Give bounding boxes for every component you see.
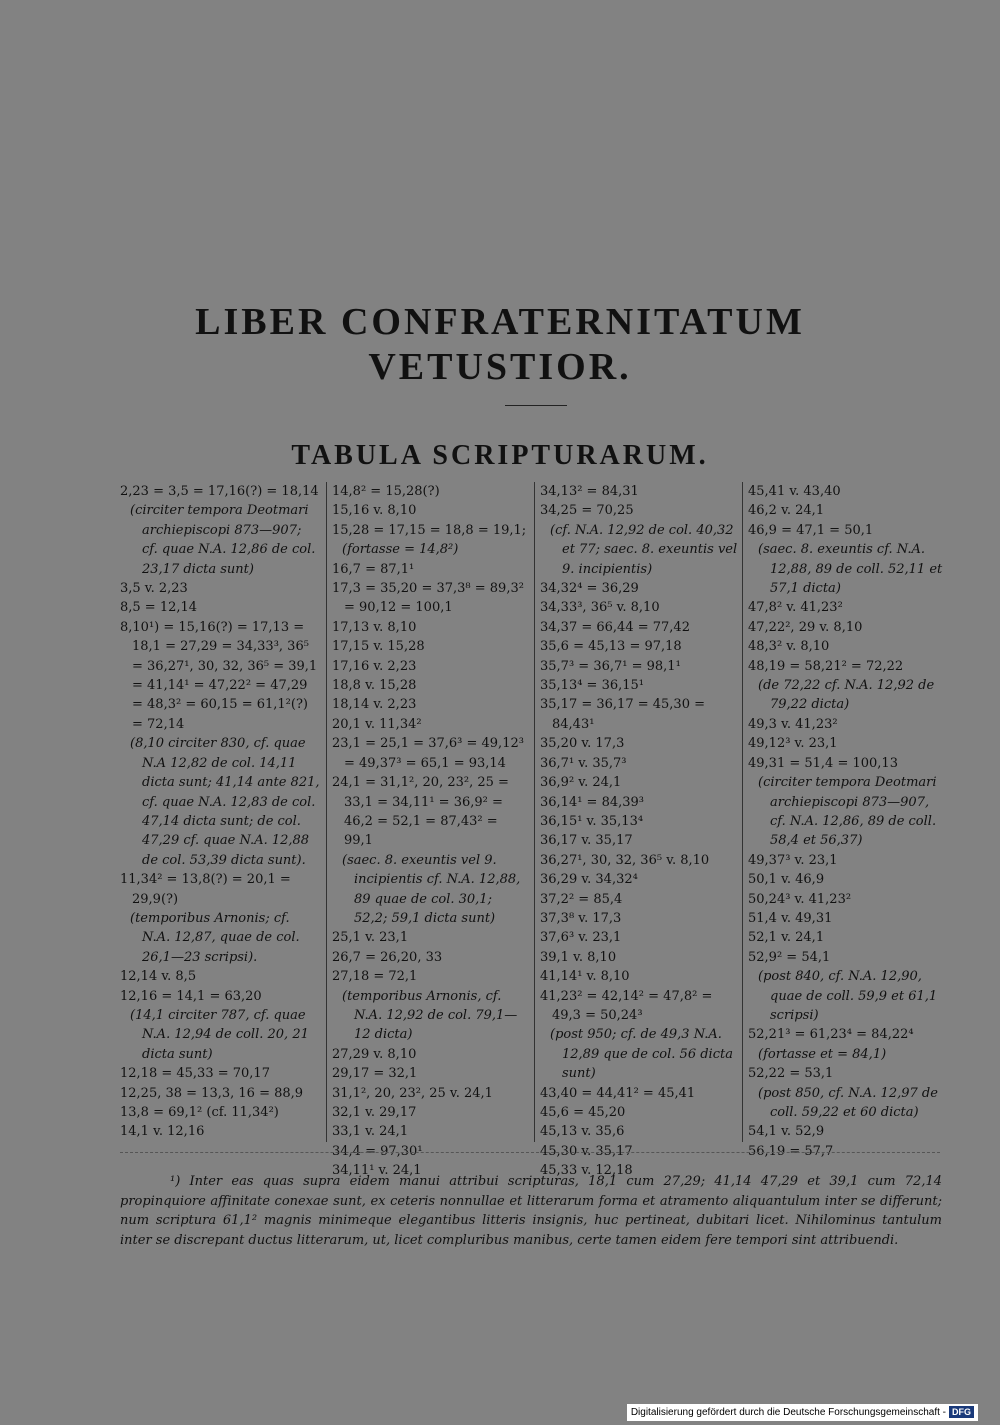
index-entry: 34,4 = 97,30¹ [332,1143,423,1159]
index-entry: 27,18 = 72,1 [332,969,418,985]
index-entry: 36,29 v. 34,32⁴ [540,872,638,888]
title-line-2: VETUSTIOR. [368,346,632,388]
index-note: (8,10 circiter 830, cf. quae N.A 12,82 de col. 14,11 dicta sunt; 41,14 ante 821, cf. quae N.A. 12,83 de col. 47,14 dicta sunt; de col. 47,29 cf. quae N.A. 12,88 de col. 53,39 dicta sunt). [130,736,320,868]
index-entry: 20,1 v. 11,34² [332,716,422,732]
index-entry: 3,5 v. 2,23 [120,581,188,597]
index-entry: 50,24³ v. 41,23² [748,891,852,907]
credit-text: Digitalisierung gefördert durch die Deutsche Forschungsgemeinschaft - [630,1407,946,1418]
index-entry: 25,1 v. 23,1 [332,930,409,946]
column-divider [326,482,327,1142]
index-entry: 14,1 v. 12,16 [120,1124,205,1140]
index-entry: 41,23² = 42,14² = 47,8² = 49,3 = 50,24³ [540,988,713,1023]
index-entry: 34,33³, 36⁵ v. 8,10 [540,600,660,616]
index-entry: 35,20 v. 17,3 [540,736,625,752]
index-entry: 17,15 v. 15,28 [332,639,425,655]
footnote-divider [120,1152,940,1153]
index-entry: 14,8² = 15,28(?) [332,484,440,499]
index-note: (fortasse = 14,8²) [342,542,459,558]
index-entry: 26,7 = 26,20, 33 [332,949,443,965]
index-entry: 48,3² v. 8,10 [748,639,830,655]
index-entry: 36,7¹ v. 35,7³ [540,755,627,771]
index-entry: 35,6 = 45,13 = 97,18 [540,639,682,655]
index-entry: 49,3 v. 41,23² [748,716,838,732]
index-entry: 31,1², 20, 23², 25 v. 24,1 [332,1085,493,1101]
index-column-1 [120,482,320,1142]
index-entry: 43,40 = 44,41² = 45,41 [540,1085,696,1101]
index-note: (saec. 8. exeuntis cf. N.A. 12,88, 89 de coll. 52,11 et 57,1 dicta) [758,542,943,597]
index-entry: 45,6 = 45,20 [540,1105,626,1120]
index-entry: 49,12³ v. 23,1 [748,736,838,752]
index-note: (circiter tempora Deotmari archiepiscopi 873—907, cf. N.A. 12,86, 89 de coll. 58,4 et 56,37) [758,775,937,849]
index-entry: 15,16 v. 8,10 [332,503,417,519]
index-entry: 17,3 = 35,20 = 37,3⁸ = 89,3² = 90,12 = 100,1 [332,581,524,616]
index-entry: 35,17 = 36,17 = 45,30 = 84,43¹ [540,697,705,732]
index-entry: 12,16 = 14,1 = 63,20 [120,988,262,1004]
index-entry: 13,8 = 69,1² (cf. 11,34²) [120,1105,279,1120]
index-entry: 37,2² = 85,4 [540,891,623,907]
index-note: (saec. 8. exeuntis vel 9. incipientis cf. N.A. 12,88, 89 quae de col. 30,1; 52,2; 59,1 dicta sunt) [342,852,521,926]
index-note: (post 950; cf. de 49,3 N.A. 12,89 que de col. 56 dicta sunt) [550,1027,733,1082]
index-entry: 12,14 v. 8,5 [120,969,197,985]
index-entry: 34,37 = 66,44 = 77,42 [540,619,690,635]
index-entry: 36,17 v. 35,17 [540,833,633,849]
index-entry: 29,17 = 32,1 [332,1066,418,1082]
index-entry: 18,8 v. 15,28 [332,678,417,694]
section-subtitle: TABULA SCRIPTURARUM. [291,440,709,471]
title-divider [505,405,567,406]
index-entry: 11,34² = 13,8(?) = 20,1 = 29,9(?) [120,872,291,907]
index-entry: 17,16 v. 2,23 [332,658,417,674]
index-entry: 23,1 = 25,1 = 37,6³ = 49,12³ = 49,37³ = 65,1 = 93,14 [332,736,524,771]
index-entry: 35,7³ = 36,7¹ = 98,1¹ [540,658,681,674]
index-entry: 34,25 = 70,25 [540,503,634,519]
index-entry: 34,11¹ v. 24,1 [332,1163,422,1179]
index-column-3 [540,482,738,1181]
index-entry: 47,22², 29 v. 8,10 [748,619,863,635]
index-entry: 36,14¹ = 84,39³ [540,794,645,810]
index-entry: 45,41 v. 43,40 [748,484,841,499]
index-entry: 47,8² v. 41,23² [748,600,843,616]
index-note: (fortasse et = 84,1) [758,1046,887,1062]
dfg-logo: DFG [949,1406,974,1418]
index-entry: 50,1 v. 46,9 [748,872,825,888]
index-column-4 [748,482,946,1161]
index-entry: 52,22 = 53,1 [748,1066,834,1082]
index-note: (de 72,22 cf. N.A. 12,92 de 79,22 dicta) [758,678,935,713]
index-entry: 45,30 v. 35,17 [540,1143,633,1159]
index-entry: 34,32⁴ = 36,29 [540,581,639,597]
index-entry: 18,14 v. 2,23 [332,697,417,713]
index-entry: 46,2 v. 24,1 [748,503,825,519]
index-entry: 36,27¹, 30, 32, 36⁵ v. 8,10 [540,852,710,868]
index-entry: 17,13 v. 8,10 [332,619,417,635]
title-line-1: LIBER CONFRATERNITATUM [195,301,805,343]
index-entry: 52,21³ = 61,23⁴ = 84,22⁴ [748,1027,914,1043]
index-entry: 32,1 v. 29,17 [332,1105,417,1120]
index-note: (cf. N.A. 12,92 de col. 40,32 et 77; saec. 8. exeuntis vel 9. incipientis) [550,522,738,577]
index-entry: 36,9² v. 24,1 [540,775,622,791]
index-entry: 46,9 = 47,1 = 50,1 [748,522,874,538]
column-divider [742,482,743,1142]
index-entry: 24,1 = 31,1², 20, 23², 25 = 33,1 = 34,11¹ = 36,9² = 46,2 = 52,1 = 87,43² = 99,1 [332,775,509,849]
index-entry: 8,5 = 12,14 [120,600,198,616]
index-entry: 45,33 v. 12,18 [540,1163,633,1179]
index-entry: 33,1 v. 24,1 [332,1124,409,1140]
index-entry: 37,6³ v. 23,1 [540,930,622,946]
index-entry: 49,31 = 51,4 = 100,13 [748,755,898,771]
index-entry: 49,37³ v. 23,1 [748,852,838,868]
index-entry: 54,1 v. 52,9 [748,1124,825,1140]
index-entry: 8,10¹) = 15,16(?) = 17,13 = 18,1 = 27,29 = 34,33³, 36⁵ = 36,27¹, 30, 32, 36⁵ = 39,1 = 41,14¹ = 47,22² = 47,29 = 48,3² = 60,15 = 61,1²(?) = 72,14 [120,619,318,732]
index-entry: 34,13² = 84,31 [540,484,639,499]
index-entry: 56,19 = 57,7 [748,1143,834,1159]
index-entry: 36,15¹ v. 35,13⁴ [540,813,644,829]
column-divider [534,482,535,1142]
index-entry: 52,1 v. 24,1 [748,930,825,946]
index-entry: 39,1 v. 8,10 [540,949,617,965]
index-entry: 2,23 = 3,5 = 17,16(?) = 18,14 [120,484,319,499]
index-entry: 12,18 = 45,33 = 70,17 [120,1066,270,1082]
index-entry: 12,25, 38 = 13,3, 16 = 88,9 [120,1085,304,1101]
index-entry: 15,28 = 17,15 = 18,8 = 19,1; [332,522,527,538]
index-note: (circiter tempora Deotmari archiepiscopi 873—907; cf. quae N.A. 12,86 de col. 23,17 dicta sunt) [130,503,316,577]
index-entry: 16,7 = 87,1¹ [332,561,415,577]
index-note: (14,1 circiter 787, cf. quae N.A. 12,94 de coll. 20, 21 dicta sunt) [130,1007,309,1062]
index-entry: 35,13⁴ = 36,15¹ [540,678,645,694]
index-note: (post 840, cf. N.A. 12,90, quae de coll. 59,9 et 61,1 scripsi) [758,969,938,1023]
digitization-credit [627,1404,978,1421]
index-note: (temporibus Arnonis, cf. N.A. 12,92 de col. 79,1—12 dicta) [342,988,518,1043]
index-entry: 51,4 v. 49,31 [748,910,833,926]
index-note: (post 850, cf. N.A. 12,97 de coll. 59,22 et 60 dicta) [758,1085,938,1120]
index-entry: 48,19 = 58,21² = 72,22 [748,658,904,674]
index-entry: 41,14¹ v. 8,10 [540,969,630,985]
index-entry: 27,29 v. 8,10 [332,1046,417,1062]
index-entry: 45,13 v. 35,6 [540,1124,625,1140]
index-column-2 [332,482,527,1181]
footnote: ¹) Inter eas quas supra eidem manui attribui scripturas, 18,1 cum 27,29; 41,14 47,29 et 39,1 cum 72,14 propinquiore affinitate conexae sunt, ex ceteris nonnullae et litterarum forma et atramento aliquantulum inter se differunt; num scriptura 61,1² magnis minimeque elegantibus litteris insignis, huc pertineat, dubitari licet. Nihilominus tantulum inter se discrepant ductus litterarum, ut, licet compluribus manibus, certe tamen eidem fere tempori sint attribuendi. [120,1174,942,1248]
index-entry: 52,9² = 54,1 [748,949,831,965]
index-note: (temporibus Arnonis; cf. N.A. 12,87, quae de col. 26,1—23 scripsi). [130,910,300,965]
index-entry: 37,3⁸ v. 17,3 [540,910,622,926]
